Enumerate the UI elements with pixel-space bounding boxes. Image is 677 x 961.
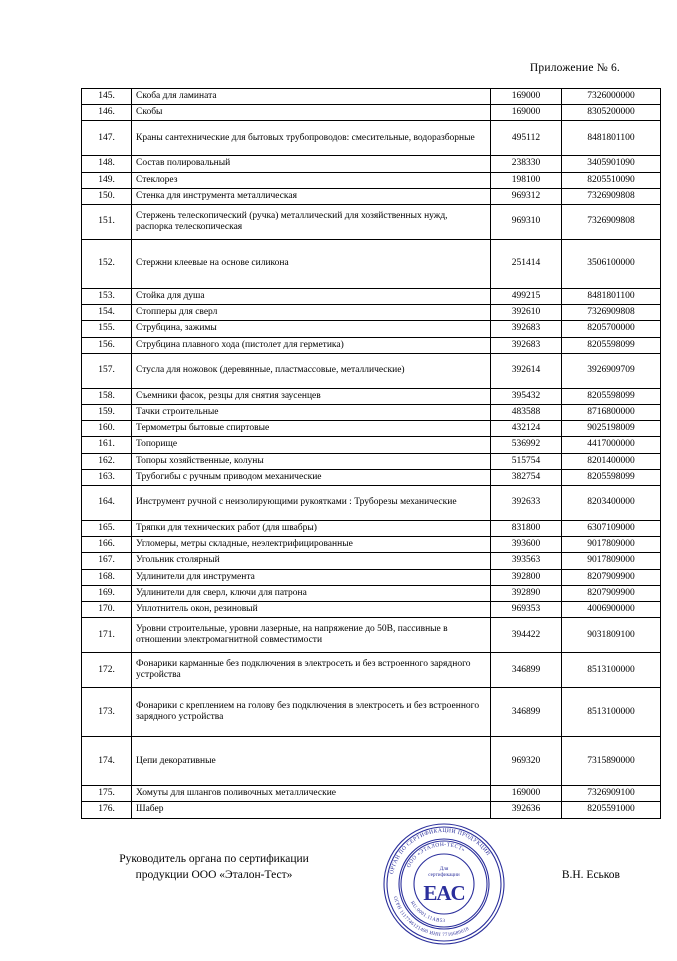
row-tnved-code: 8207909900 bbox=[562, 585, 661, 601]
table-row bbox=[82, 653, 661, 688]
row-tnved-code: 8205598099 bbox=[562, 469, 661, 485]
row-product-name: Фонарики карманные без подключения в электросеть и без встроенного зарядного устройства bbox=[132, 653, 491, 688]
table-row bbox=[82, 737, 661, 786]
row-tnved-code: 8207909900 bbox=[562, 569, 661, 585]
row-okpd-code: 393600 bbox=[491, 537, 562, 553]
row-okpd-code: 495112 bbox=[491, 121, 562, 156]
row-okpd-code: 969320 bbox=[491, 737, 562, 786]
row-number: 176. bbox=[82, 802, 132, 818]
row-tnved-code: 3506100000 bbox=[562, 240, 661, 289]
svg-text:ООО «ЭТАЛОН-ТЕСТ»: ООО «ЭТАЛОН-ТЕСТ» bbox=[406, 841, 467, 869]
row-tnved-code: 8203400000 bbox=[562, 486, 661, 521]
svg-text:сертификации: сертификации bbox=[428, 872, 460, 878]
row-number: 164. bbox=[82, 486, 132, 521]
table-row bbox=[82, 305, 661, 321]
row-product-name: Удлинители для инструмента bbox=[132, 569, 491, 585]
row-number: 159. bbox=[82, 405, 132, 421]
table-row bbox=[82, 469, 661, 485]
table-row bbox=[82, 553, 661, 569]
row-okpd-code: 392800 bbox=[491, 569, 562, 585]
product-table bbox=[81, 88, 661, 819]
row-tnved-code: 7326909808 bbox=[562, 188, 661, 204]
table-row bbox=[82, 89, 661, 105]
row-number: 172. bbox=[82, 653, 132, 688]
product-table-body bbox=[82, 89, 661, 819]
row-product-name: Съемники фасок, резцы для снятия заусенцев bbox=[132, 388, 491, 404]
table-row bbox=[82, 240, 661, 289]
row-number: 168. bbox=[82, 569, 132, 585]
row-number: 149. bbox=[82, 172, 132, 188]
row-tnved-code: 8513100000 bbox=[562, 653, 661, 688]
row-product-name: Инструмент ручной с неизолирующими рукоятками : Труборезы механические bbox=[132, 486, 491, 521]
row-product-name: Цепи декоративные bbox=[132, 737, 491, 786]
row-okpd-code: 969310 bbox=[491, 205, 562, 240]
row-number: 150. bbox=[82, 188, 132, 204]
row-okpd-code: 499215 bbox=[491, 289, 562, 305]
row-number: 175. bbox=[82, 786, 132, 802]
row-tnved-code: 8201400000 bbox=[562, 453, 661, 469]
row-product-name: Термометры бытовые спиртовые bbox=[132, 421, 491, 437]
svg-text:ОГРН 1117746121490 ИНН 7716689: ОГРН 1117746121490 ИНН 7716689018 bbox=[391, 896, 471, 939]
row-okpd-code: 198100 bbox=[491, 172, 562, 188]
table-row bbox=[82, 405, 661, 421]
row-tnved-code: 8481801100 bbox=[562, 121, 661, 156]
table-row bbox=[82, 421, 661, 437]
row-tnved-code: 8205598099 bbox=[562, 388, 661, 404]
row-product-name: Состав полировальный bbox=[132, 156, 491, 172]
svg-text:RU.0001.11АВ53: RU.0001.11АВ53 bbox=[408, 900, 446, 925]
row-number: 155. bbox=[82, 321, 132, 337]
table-row bbox=[82, 521, 661, 537]
row-tnved-code: 4417000000 bbox=[562, 437, 661, 453]
row-product-name: Тачки строительные bbox=[132, 405, 491, 421]
row-product-name: Удлинители для сверл, ключи для патрона bbox=[132, 585, 491, 601]
row-tnved-code: 8205598099 bbox=[562, 337, 661, 353]
row-okpd-code: 346899 bbox=[491, 688, 562, 737]
table-row bbox=[82, 289, 661, 305]
row-okpd-code: 346899 bbox=[491, 653, 562, 688]
row-number: 156. bbox=[82, 337, 132, 353]
signature-block bbox=[84, 852, 344, 883]
row-okpd-code: 515754 bbox=[491, 453, 562, 469]
row-product-name: Струбцина плавного хода (пистолет для герметика) bbox=[132, 337, 491, 353]
row-product-name: Стусла для ножовок (деревянные, пластмассовые, металлические) bbox=[132, 353, 491, 388]
row-okpd-code: 392683 bbox=[491, 321, 562, 337]
row-okpd-code: 392683 bbox=[491, 337, 562, 353]
row-product-name: Уровни строительные, уровни лазерные, на напряжение до 50В, пассивные в отношении электромагнитной совместимости bbox=[132, 618, 491, 653]
row-tnved-code: 8205591000 bbox=[562, 802, 661, 818]
row-number: 147. bbox=[82, 121, 132, 156]
row-tnved-code: 9017809000 bbox=[562, 553, 661, 569]
row-okpd-code: 395432 bbox=[491, 388, 562, 404]
row-number: 169. bbox=[82, 585, 132, 601]
row-number: 145. bbox=[82, 89, 132, 105]
row-number: 165. bbox=[82, 521, 132, 537]
row-number: 152. bbox=[82, 240, 132, 289]
row-product-name: Хомуты для шлангов поливочных металлические bbox=[132, 786, 491, 802]
row-product-name: Топоры хозяйственные, колуны bbox=[132, 453, 491, 469]
row-number: 166. bbox=[82, 537, 132, 553]
row-tnved-code: 8716800000 bbox=[562, 405, 661, 421]
product-table-container bbox=[81, 88, 635, 819]
row-product-name: Шабер bbox=[132, 802, 491, 818]
row-number: 160. bbox=[82, 421, 132, 437]
row-product-name: Угломеры, метры складные, неэлектрифицированные bbox=[132, 537, 491, 553]
row-number: 161. bbox=[82, 437, 132, 453]
row-okpd-code: 382754 bbox=[491, 469, 562, 485]
row-tnved-code: 9031809100 bbox=[562, 618, 661, 653]
row-number: 148. bbox=[82, 156, 132, 172]
table-row bbox=[82, 437, 661, 453]
table-row bbox=[82, 156, 661, 172]
table-row bbox=[82, 618, 661, 653]
row-tnved-code: 3926909709 bbox=[562, 353, 661, 388]
certification-stamp bbox=[382, 822, 506, 946]
row-okpd-code: 393563 bbox=[491, 553, 562, 569]
appendix-label: Приложение № 6. bbox=[529, 62, 620, 74]
row-tnved-code: 8513100000 bbox=[562, 688, 661, 737]
row-tnved-code: 7326909808 bbox=[562, 305, 661, 321]
row-tnved-code: 7315890000 bbox=[562, 737, 661, 786]
row-product-name: Скобы bbox=[132, 105, 491, 121]
row-tnved-code: 8305200000 bbox=[562, 105, 661, 121]
row-number: 151. bbox=[82, 205, 132, 240]
signature-line-1: Руководитель органа по сертификации bbox=[119, 853, 309, 865]
row-okpd-code: 392610 bbox=[491, 305, 562, 321]
table-row bbox=[82, 786, 661, 802]
row-product-name: Скоба для ламината bbox=[132, 89, 491, 105]
row-product-name: Тряпки для технических работ (для швабры) bbox=[132, 521, 491, 537]
row-number: 171. bbox=[82, 618, 132, 653]
table-row bbox=[82, 321, 661, 337]
row-product-name: Стержни клеевые на основе силикона bbox=[132, 240, 491, 289]
row-product-name: Струбцина, зажимы bbox=[132, 321, 491, 337]
table-row bbox=[82, 188, 661, 204]
row-number: 173. bbox=[82, 688, 132, 737]
row-tnved-code: 9017809000 bbox=[562, 537, 661, 553]
table-row bbox=[82, 453, 661, 469]
table-row bbox=[82, 486, 661, 521]
row-okpd-code: 394422 bbox=[491, 618, 562, 653]
row-number: 153. bbox=[82, 289, 132, 305]
row-number: 163. bbox=[82, 469, 132, 485]
row-tnved-code: 8481801100 bbox=[562, 289, 661, 305]
row-product-name: Уплотнитель окон, резиновый bbox=[132, 602, 491, 618]
row-product-name: Краны сантехнические для бытовых трубопроводов: смесительные, водоразборные bbox=[132, 121, 491, 156]
table-row bbox=[82, 569, 661, 585]
table-row bbox=[82, 105, 661, 121]
row-okpd-code: 483588 bbox=[491, 405, 562, 421]
signatory-name: В.Н. Еськов bbox=[561, 869, 620, 881]
row-okpd-code: 432124 bbox=[491, 421, 562, 437]
table-row bbox=[82, 537, 661, 553]
row-number: 158. bbox=[82, 388, 132, 404]
table-row bbox=[82, 337, 661, 353]
row-okpd-code: 169000 bbox=[491, 105, 562, 121]
row-number: 146. bbox=[82, 105, 132, 121]
row-tnved-code: 3405901090 bbox=[562, 156, 661, 172]
row-tnved-code: 8205510090 bbox=[562, 172, 661, 188]
table-row bbox=[82, 602, 661, 618]
svg-text:EAC: EAC bbox=[423, 881, 465, 905]
row-tnved-code: 7326909100 bbox=[562, 786, 661, 802]
table-row bbox=[82, 172, 661, 188]
signature-line-2: продукции ООО «Эталон-Тест» bbox=[135, 868, 293, 881]
row-okpd-code: 969353 bbox=[491, 602, 562, 618]
row-okpd-code: 238330 bbox=[491, 156, 562, 172]
row-number: 167. bbox=[82, 553, 132, 569]
table-row bbox=[82, 353, 661, 388]
svg-text:Для: Для bbox=[439, 866, 449, 872]
row-product-name: Стержень телескопический (ручка) металлический для хозяйственных нужд, распорка телескопическая bbox=[132, 205, 491, 240]
row-number: 170. bbox=[82, 602, 132, 618]
row-okpd-code: 536992 bbox=[491, 437, 562, 453]
row-okpd-code: 392633 bbox=[491, 486, 562, 521]
row-product-name: Топорище bbox=[132, 437, 491, 453]
row-tnved-code: 9025198009 bbox=[562, 421, 661, 437]
row-number: 157. bbox=[82, 353, 132, 388]
row-product-name: Угольник столярный bbox=[132, 553, 491, 569]
svg-text:ОРГАН ПО СЕРТИФИКАЦИИ ПРОДУКЦИ: ОРГАН ПО СЕРТИФИКАЦИИ ПРОДУКЦИИ bbox=[388, 827, 492, 875]
row-okpd-code: 969312 bbox=[491, 188, 562, 204]
table-row bbox=[82, 688, 661, 737]
row-okpd-code: 392890 bbox=[491, 585, 562, 601]
table-row bbox=[82, 802, 661, 818]
row-product-name: Стопперы для сверл bbox=[132, 305, 491, 321]
row-tnved-code: 7326000000 bbox=[562, 89, 661, 105]
table-row bbox=[82, 121, 661, 156]
row-okpd-code: 169000 bbox=[491, 89, 562, 105]
row-number: 162. bbox=[82, 453, 132, 469]
row-tnved-code: 8205700000 bbox=[562, 321, 661, 337]
row-okpd-code: 251414 bbox=[491, 240, 562, 289]
row-number: 154. bbox=[82, 305, 132, 321]
row-okpd-code: 169000 bbox=[491, 786, 562, 802]
row-tnved-code: 4006900000 bbox=[562, 602, 661, 618]
row-tnved-code: 6307109000 bbox=[562, 521, 661, 537]
table-row bbox=[82, 388, 661, 404]
row-product-name: Стойка для душа bbox=[132, 289, 491, 305]
row-tnved-code: 7326909808 bbox=[562, 205, 661, 240]
row-product-name: Трубогибы с ручным приводом механические bbox=[132, 469, 491, 485]
row-okpd-code: 392636 bbox=[491, 802, 562, 818]
row-product-name: Фонарики с креплением на голову без подключения в электросеть и без встроенного зарядного устройства bbox=[132, 688, 491, 737]
row-product-name: Стеклорез bbox=[132, 172, 491, 188]
row-okpd-code: 392614 bbox=[491, 353, 562, 388]
row-number: 174. bbox=[82, 737, 132, 786]
row-okpd-code: 831800 bbox=[491, 521, 562, 537]
table-row bbox=[82, 205, 661, 240]
row-product-name: Стенка для инструмента металлическая bbox=[132, 188, 491, 204]
table-row bbox=[82, 585, 661, 601]
